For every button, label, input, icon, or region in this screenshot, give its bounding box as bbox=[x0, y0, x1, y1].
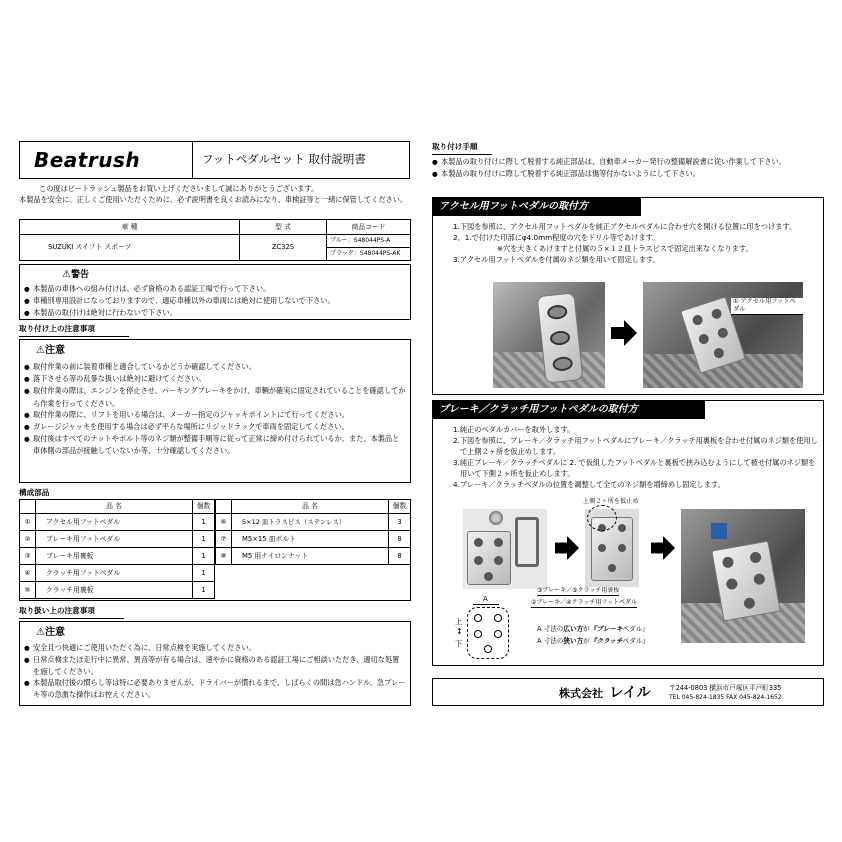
accel-pedal-label: ① アクセル用フットペダル bbox=[731, 298, 803, 315]
part-name: ブレーキ用フットペダル bbox=[36, 531, 193, 548]
part-num: ⑦ bbox=[216, 531, 232, 548]
up-down-arrow-icon: ↕ bbox=[456, 627, 463, 636]
warning-triangle-icon: ⚠ bbox=[62, 269, 71, 280]
intro-line-2: 本製品を安全に、正しくご使用いただくために、必ず説明書を良くお読みになり、車検証等と一緒に保管してください。 bbox=[19, 195, 408, 204]
handling-caution-box bbox=[19, 621, 411, 706]
accel-photo-before bbox=[493, 282, 605, 388]
install-caution-item: ● 取付作業の際は、エンジンを停止させ、パーキングブレーキをかけ、車輌が確実に固定されていることを確認してから作業を行ってください。 bbox=[24, 385, 406, 408]
vehicle-header-model: 型 式 bbox=[240, 220, 327, 235]
brake-step: 4.ブレーキ／クラッチペダルの位置を調整して全てのネジ類を増締めし固定します。 bbox=[453, 480, 725, 489]
brake-pedal-installed bbox=[711, 541, 781, 622]
handling-caution-item: ● 日常点検またほ走行中に異常、異音等が有る場合は、速やかに資格のある認証工場にご相談いただき、適切な処置を施してください。 bbox=[24, 654, 406, 677]
company-address: 〒244-0803 横浜市戸塚区平戸町335 TEL 045-824-1835 FAX 045-824-1652 bbox=[669, 684, 782, 701]
part-qty: 1 bbox=[193, 548, 215, 565]
vehicle-header-code: 商品コード bbox=[327, 220, 411, 235]
accel-steps bbox=[453, 221, 817, 265]
parts-header-qty: 個数 bbox=[193, 500, 215, 514]
handling-caution-item: ● 安全且つ快適にご使用いただく為に、日常点検を実施してください。 bbox=[24, 642, 406, 654]
intro-line-1: この度はビートラッシュ製品をお買い上げくださいまして誠にありがとうございます。 bbox=[39, 184, 319, 193]
part-num: ④ bbox=[20, 565, 36, 582]
label-up: 上 bbox=[455, 617, 463, 626]
accel-section bbox=[432, 197, 824, 395]
install-caution-box bbox=[19, 339, 411, 483]
warning-item: ● 本製品の車体への組み付けは、必ず資格のある認証工場で行って下さい。 bbox=[24, 283, 406, 295]
parts-table-left bbox=[19, 499, 215, 599]
brake-installed-photo bbox=[681, 509, 805, 643]
part-qty: 1 bbox=[193, 514, 215, 531]
dimension-diagram bbox=[455, 595, 519, 661]
brake-step: 1.純正のペダルカバーを取外します。 bbox=[453, 425, 575, 434]
brake-section bbox=[432, 400, 824, 666]
header-divider bbox=[192, 142, 193, 178]
install-caution-section-title: 取り付け上の注意事項 bbox=[19, 324, 129, 337]
handling-caution-heading: ⚠注意 bbox=[36, 627, 65, 638]
vehicle-code-black: ブラック：S48044PS-AK bbox=[327, 248, 411, 261]
part-qty: 8 bbox=[389, 548, 411, 565]
zoom-circle bbox=[587, 505, 617, 531]
brake-title: ブレーキ／クラッチ用フットペダルの取付方 bbox=[433, 401, 705, 419]
brake-back-plate bbox=[515, 517, 539, 567]
install-caution-item: ● 取付作業の際に、リフトを用いる場合は、メーカー指定のジャッキポイントにて行ってください。 bbox=[24, 409, 406, 421]
warning-item: ● 本製品の取付けは絶対に行わないで下さい。 bbox=[24, 307, 406, 319]
part-name: M5×15 皿ボルト bbox=[232, 531, 389, 548]
install-caution-item: ● 取付作業の前に装着車種と適合しているかどうか確認してください。 bbox=[24, 361, 406, 373]
parts-header-name: 品 名 bbox=[232, 500, 389, 514]
warning-heading: ⚠警告 bbox=[62, 269, 89, 280]
install-caution-item: ● ガレージジャッキを使用する場合は必ず平らな場所にリジッドラックで車両を固定してください。 bbox=[24, 421, 406, 433]
label-back-plate: ③ブレーキ／⑤クラッチ用裏板 bbox=[537, 587, 620, 594]
brake-step: 3.純正ブレーキ／クラッチペダルに 2. で仮組したフットペダルと裏板で挟み込むようにして被せ付属のネジ類を用いて下側２ヶ所を仮止めします。 bbox=[453, 458, 816, 478]
part-qty: 1 bbox=[193, 565, 215, 582]
intro-text bbox=[19, 183, 411, 205]
part-name: M5 用ナイロンナット bbox=[232, 548, 389, 565]
arrow-right-icon bbox=[555, 536, 579, 560]
label-top-temp-fix: 上側２ヶ所を仮止め bbox=[583, 498, 639, 505]
sticker-icon bbox=[711, 523, 727, 539]
dim-label-a: A bbox=[483, 595, 488, 603]
warning-item: ● 車種別専用設計になっておりますので、適応車種以外の車両には絶対に使用しないで下さい。 bbox=[24, 295, 406, 307]
part-name: アクセル用フットペダル bbox=[36, 514, 193, 531]
part-num: ② bbox=[20, 531, 36, 548]
pedal-outline bbox=[467, 607, 509, 659]
screw-parts-icon bbox=[489, 511, 503, 525]
vehicle-code-blue: ブルー：S48044PS-A bbox=[327, 235, 411, 248]
handling-caution-item: ● 本製品取付後の慣らし等は特に必要ありませんが、ドライバーが慣れるまで、しばらくの間は急ハンドル、急ブレーキ等の急激な操作はお控えください。 bbox=[24, 677, 406, 700]
vehicle-car-cell: SUZUKI スイフト スポーツ bbox=[20, 235, 240, 261]
header-box bbox=[19, 141, 410, 179]
vehicle-table bbox=[19, 219, 411, 261]
label-brake-pedal: ②ブレーキ／④クラッチ用フットペダル bbox=[531, 599, 637, 606]
brake-step: 2.下図を参照に、ブレーキ／クラッチ用フットペダルにブレーキ／クラッチ用裏板を合わせ付属のネジ類を使用して上側２ヶ所を仮止めします。 bbox=[453, 436, 818, 456]
part-qty: 1 bbox=[193, 531, 215, 548]
warning-box bbox=[19, 264, 411, 320]
part-num: ⑥ bbox=[216, 514, 232, 531]
parts-table-right bbox=[215, 499, 411, 565]
part-num: ③ bbox=[20, 548, 36, 565]
vehicle-header-car: 車 種 bbox=[20, 220, 240, 235]
parts-header-qty: 個数 bbox=[389, 500, 411, 514]
install-caution-item: ● 落下させる等の乱暴な扱いは絶対に避けてください。 bbox=[24, 373, 406, 385]
company-box bbox=[432, 678, 824, 706]
parts-header-name: 品 名 bbox=[36, 500, 193, 514]
brand-logo: Beatrush bbox=[34, 148, 141, 172]
accel-step-note: ※穴を大きくあけますと付属の５×１２皿トラスビスで固定出来なくなります。 bbox=[497, 244, 753, 253]
part-num: ⑤ bbox=[20, 582, 36, 599]
arrow-right-icon bbox=[651, 536, 675, 560]
arrow-right-icon bbox=[611, 320, 637, 346]
install-caution-heading: ⚠注意 bbox=[36, 345, 65, 356]
parts-section-title: 構成部品 bbox=[19, 488, 69, 500]
company-name: 株式会社 レイル bbox=[559, 685, 651, 701]
part-name: クラッチ用フットペダル bbox=[36, 565, 193, 582]
part-num: ⑧ bbox=[216, 548, 232, 565]
part-name: ブレーキ用裏板 bbox=[36, 548, 193, 565]
procedure-note: ● 本製品の取り付けに際して脱着する純正部品は傷等付かないようにして下さい。 bbox=[432, 168, 824, 180]
vehicle-model-cell: ZC32S bbox=[240, 235, 327, 261]
procedure-section-title: 取り付け手順 bbox=[432, 142, 492, 155]
procedure-note: ● 本製品の取り付けに際して脱着する純正部品は、自動車メーカー発行の整備解説書に従い作業して下さい。 bbox=[432, 156, 824, 168]
brake-parts-photo bbox=[463, 509, 547, 589]
part-name: クラッチ用裏板 bbox=[36, 582, 193, 599]
accel-step: 1.下図を参照に、アクセル用フットペダルを純正アクセルペダルに合わせ穴を開ける位置に印をつけます。 bbox=[453, 222, 797, 231]
part-name: 5×12 皿トラスビス（ステンレス） bbox=[232, 514, 389, 531]
accel-step: 2．1.で付けた印部にφ4.0mm程度の穴をドリル等であけます。 bbox=[453, 233, 660, 242]
handling-caution-section-title: 取り扱い上の注意事項 bbox=[19, 606, 124, 619]
accel-step: 3.アクセル用フットペダルを付属のネジ類を用いて固定します。 bbox=[453, 255, 660, 264]
install-caution-item: ● 取付後はすべてのナットやボルト等のネジ類が整備手順等に従って正常に締め付けられているか、また、本製品と車体側の部品が接触していないか等、十分確認してください。 bbox=[24, 433, 406, 456]
accel-title: アクセル用フットペダルの取付方 bbox=[433, 198, 641, 216]
dim-note-brake: A 寸法の広い方が『ブレーキペダル』 bbox=[537, 625, 649, 633]
brake-assembled-photo bbox=[585, 509, 639, 587]
brake-pedal-part bbox=[467, 531, 511, 585]
page-title: フットペダルセット 取付説明書 bbox=[202, 152, 366, 166]
part-num: ① bbox=[20, 514, 36, 531]
accel-pedal-template bbox=[537, 292, 584, 383]
part-qty: 3 bbox=[389, 514, 411, 531]
procedure-notes bbox=[432, 156, 824, 180]
part-qty: 8 bbox=[389, 531, 411, 548]
accel-photo-after bbox=[643, 282, 803, 388]
caution-triangle-icon: ⚠ bbox=[36, 345, 45, 356]
label-down: 下 bbox=[455, 639, 463, 648]
dim-note-clutch: A 寸法の狭い方が『クラッチペダル』 bbox=[537, 637, 649, 645]
brake-steps bbox=[453, 424, 819, 490]
part-qty: 1 bbox=[193, 582, 215, 599]
caution-triangle-icon: ⚠ bbox=[36, 627, 45, 638]
